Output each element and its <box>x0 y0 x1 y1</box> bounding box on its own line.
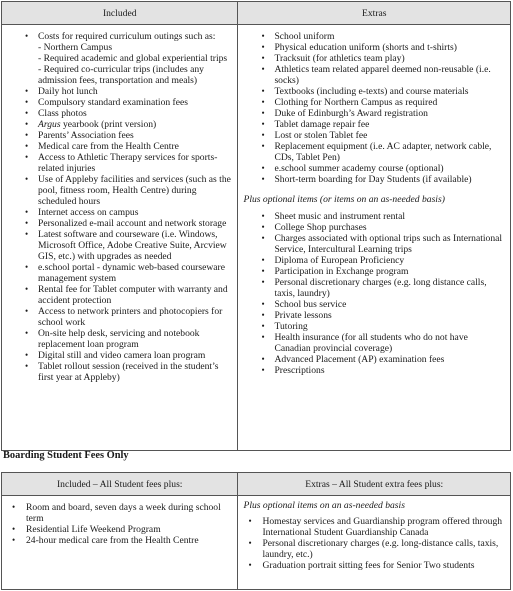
boarding-included-header: Included – All Student fees plus: <box>2 473 238 496</box>
item-text: Charges associated with optional trips such as International Service, Intercultural Learning trips <box>274 233 503 255</box>
bullet-icon: • <box>12 502 16 512</box>
bullet-icon: • <box>12 524 16 534</box>
item-text: Homestay services and Guardianship program offered through International Student Guardianship Canada <box>262 516 503 538</box>
list-item <box>238 53 510 64</box>
item-subtext: - Northern Campus <box>38 42 113 53</box>
list-item <box>2 350 237 361</box>
list-item <box>2 218 237 229</box>
item-text: Access to network printers and photocopiers for school work <box>38 306 223 328</box>
item-text: Tutoring <box>274 321 308 332</box>
list-item <box>238 141 510 163</box>
item-text: Latest software and courseware (i.e. Windows, Microsoft Office, Adobe Creative Suite, Arcview GIS, etc.) with upgrades as needed <box>38 229 227 262</box>
item-text: Replacement equipment (i.e. AC adapter, network cable, CDs, Tablet Pen) <box>274 141 492 163</box>
bullet-icon: • <box>25 350 29 360</box>
bullet-icon: • <box>25 229 29 239</box>
bullet-icon: • <box>261 64 265 74</box>
bullet-icon: • <box>25 306 29 316</box>
boarding-included-cell <box>2 496 238 590</box>
bullet-icon: • <box>25 97 29 107</box>
item-text: School bus service <box>274 299 347 310</box>
list-item <box>2 284 237 306</box>
list-item <box>2 86 237 97</box>
bullet-icon: • <box>261 255 265 265</box>
item-text: e.school portal - dynamic web-based courseware management system <box>38 262 226 284</box>
list-item <box>238 332 510 354</box>
list-item <box>2 328 237 350</box>
list-item <box>2 361 237 383</box>
item-text: yearbook (print version) <box>62 119 157 130</box>
list-item <box>2 229 237 262</box>
bullet-icon: • <box>25 119 29 129</box>
item-text: Personalized e-mail account and network storage <box>38 218 227 229</box>
list-item <box>238 538 510 560</box>
bullet-icon: • <box>261 211 265 221</box>
item-text: Daily hot lunch <box>38 86 98 97</box>
list-item <box>238 255 510 266</box>
bullet-icon: • <box>25 108 29 118</box>
item-text: Personal discretionary charges (e.g. long-distance calls, taxis, laundry, etc.) <box>262 538 499 560</box>
boarding-heading: Boarding Student Fees Only <box>3 450 129 461</box>
optional-items-label: Plus optional items (or items on an as-needed basis) <box>243 194 445 205</box>
item-text: Tracksuit (for athletics team play) <box>274 53 405 64</box>
list-item <box>238 86 510 97</box>
list-item <box>2 152 237 174</box>
bullet-icon: • <box>261 365 265 375</box>
list-item <box>238 174 510 185</box>
item-text: Textbooks (including e-texts) and course materials <box>274 86 469 97</box>
extras-header: Extras <box>238 2 511 25</box>
list-item <box>2 207 237 218</box>
list-item <box>238 97 510 108</box>
bullet-icon: • <box>261 354 265 364</box>
item-text: Diploma of European Proficiency <box>274 255 405 266</box>
bullet-icon: • <box>25 141 29 151</box>
item-subtext: - Required academic and global experiential trips <box>38 53 228 64</box>
bullet-icon: • <box>25 284 29 294</box>
list-item <box>2 141 237 152</box>
bullet-icon: • <box>261 233 265 243</box>
boarding-included-list <box>2 502 237 546</box>
list-item <box>238 560 510 571</box>
bullet-icon: • <box>261 31 265 41</box>
list-item <box>2 130 237 141</box>
list-item <box>238 516 510 538</box>
bullet-icon: • <box>261 97 265 107</box>
bullet-icon: • <box>261 277 265 287</box>
list-item <box>238 31 510 42</box>
item-italic-prefix: Argus <box>38 119 61 130</box>
list-item <box>238 119 510 130</box>
student-fees-table <box>1 1 511 451</box>
list-item <box>2 535 237 546</box>
item-text: Rental fee for Tablet computer with warranty and accident protection <box>38 284 228 306</box>
list-item <box>238 266 510 277</box>
bullet-icon: • <box>261 332 265 342</box>
included-cell <box>2 25 238 451</box>
item-subtext: - Required co-curricular trips (includes any admission fees, transportation and meals) <box>38 64 204 86</box>
item-text: Health insurance (for all students who do not have Canadian provincial coverage) <box>274 332 468 354</box>
list-item <box>2 262 237 284</box>
list-item <box>238 354 510 365</box>
item-text: Medical care from the Health Centre <box>38 141 179 152</box>
extras-list <box>238 31 510 185</box>
list-item <box>238 365 510 376</box>
item-text: Access to Athletic Therapy services for sports-related injuries <box>38 152 218 174</box>
item-text: Graduation portrait sitting fees for Senior Two students <box>262 560 475 571</box>
bullet-icon: • <box>25 31 29 41</box>
item-text: Tablet rollout session (received in the student’s first year at Appleby) <box>38 361 219 383</box>
item-text: Room and board, seven days a week during school term <box>26 502 221 524</box>
bullet-icon: • <box>261 86 265 96</box>
list-item <box>2 31 237 86</box>
bullet-icon: • <box>261 163 265 173</box>
list-item <box>2 174 237 207</box>
item-text: Sheet music and instrument rental <box>274 211 406 222</box>
bullet-icon: • <box>261 141 265 151</box>
item-text: College Shop purchases <box>274 222 367 233</box>
list-item <box>238 321 510 332</box>
boarding-extras-header: Extras – All Student extra fees plus: <box>238 473 511 496</box>
list-item <box>2 306 237 328</box>
bullet-icon: • <box>261 130 265 140</box>
bullet-icon: • <box>25 174 29 184</box>
item-text: Personal discretionary charges (e.g. long distance calls, taxis, laundry) <box>274 277 487 299</box>
list-item <box>2 108 237 119</box>
bullet-icon: • <box>261 53 265 63</box>
list-item <box>238 299 510 310</box>
item-text: Tablet damage repair fee <box>274 119 370 130</box>
item-text: Short-term boarding for Day Students (if available) <box>274 174 472 185</box>
item-text: Use of Appleby facilities and services (such as the pool, fitness room, Health Centre) during scheduled hours <box>38 174 231 207</box>
bullet-icon: • <box>248 560 252 570</box>
item-text: Duke of Edinburgh’s Award registration <box>274 108 428 119</box>
item-text: Participation in Exchange program <box>274 266 409 277</box>
boarding-fees-table <box>1 472 511 590</box>
list-item <box>238 64 510 86</box>
item-text: Prescriptions <box>274 365 325 376</box>
list-item <box>238 211 510 222</box>
item-text: Private lessons <box>274 310 332 321</box>
bullet-icon: • <box>261 299 265 309</box>
bullet-icon: • <box>25 130 29 140</box>
item-text: Class photos <box>38 108 87 119</box>
item-text: Costs for required curriculum outings such as: <box>38 31 216 42</box>
list-item <box>238 42 510 53</box>
bullet-icon: • <box>261 42 265 52</box>
item-text: Parents’ Association fees <box>38 130 134 141</box>
item-text: School uniform <box>274 31 335 42</box>
included-list <box>2 31 237 383</box>
bullet-icon: • <box>261 222 265 232</box>
bullet-icon: • <box>25 262 29 272</box>
list-item <box>2 119 237 130</box>
bullet-icon: • <box>25 152 29 162</box>
list-item <box>238 163 510 174</box>
boarding-extras-cell <box>238 496 511 590</box>
bullet-icon: • <box>261 108 265 118</box>
item-text: Athletics team related apparel deemed non-reusable (i.e. socks) <box>274 64 491 86</box>
item-text: Physical education uniform (shorts and t-shirts) <box>274 42 457 53</box>
bullet-icon: • <box>261 174 265 184</box>
list-item <box>238 310 510 321</box>
bullet-icon: • <box>25 218 29 228</box>
bullet-icon: • <box>25 361 29 371</box>
boarding-optional-label: Plus optional items on an as-needed basis <box>243 500 405 511</box>
list-item <box>238 130 510 141</box>
boarding-extras-list <box>238 516 510 571</box>
list-item <box>238 222 510 233</box>
item-text: On-site help desk, servicing and notebook replacement loan program <box>38 328 200 350</box>
item-text: Lost or stolen Tablet fee <box>274 130 368 141</box>
bullet-icon: • <box>248 516 252 526</box>
bullet-icon: • <box>248 538 252 548</box>
bullet-icon: • <box>25 328 29 338</box>
included-header: Included <box>2 2 238 25</box>
item-text: Internet access on campus <box>38 207 139 218</box>
list-item <box>238 108 510 119</box>
list-item <box>2 524 237 535</box>
list-item <box>238 277 510 299</box>
bullet-icon: • <box>261 310 265 320</box>
item-text: e.school summer academy course (optional) <box>274 163 444 174</box>
item-text: Compulsory standard examination fees <box>38 97 189 108</box>
extras-cell <box>238 25 511 451</box>
list-item <box>238 233 510 255</box>
list-item <box>2 502 237 524</box>
bullet-icon: • <box>261 266 265 276</box>
item-text: Clothing for Northern Campus as required <box>274 97 438 108</box>
bullet-icon: • <box>12 535 16 545</box>
item-text: Advanced Placement (AP) examination fees <box>274 354 445 365</box>
bullet-icon: • <box>25 86 29 96</box>
list-item <box>2 97 237 108</box>
item-text: Residential Life Weekend Program <box>26 524 161 535</box>
item-text: 24-hour medical care from the Health Centre <box>26 535 199 546</box>
bullet-icon: • <box>261 321 265 331</box>
bullet-icon: • <box>25 207 29 217</box>
optional-list <box>238 211 510 376</box>
bullet-icon: • <box>261 119 265 129</box>
item-text: Digital still and video camera loan program <box>38 350 206 361</box>
